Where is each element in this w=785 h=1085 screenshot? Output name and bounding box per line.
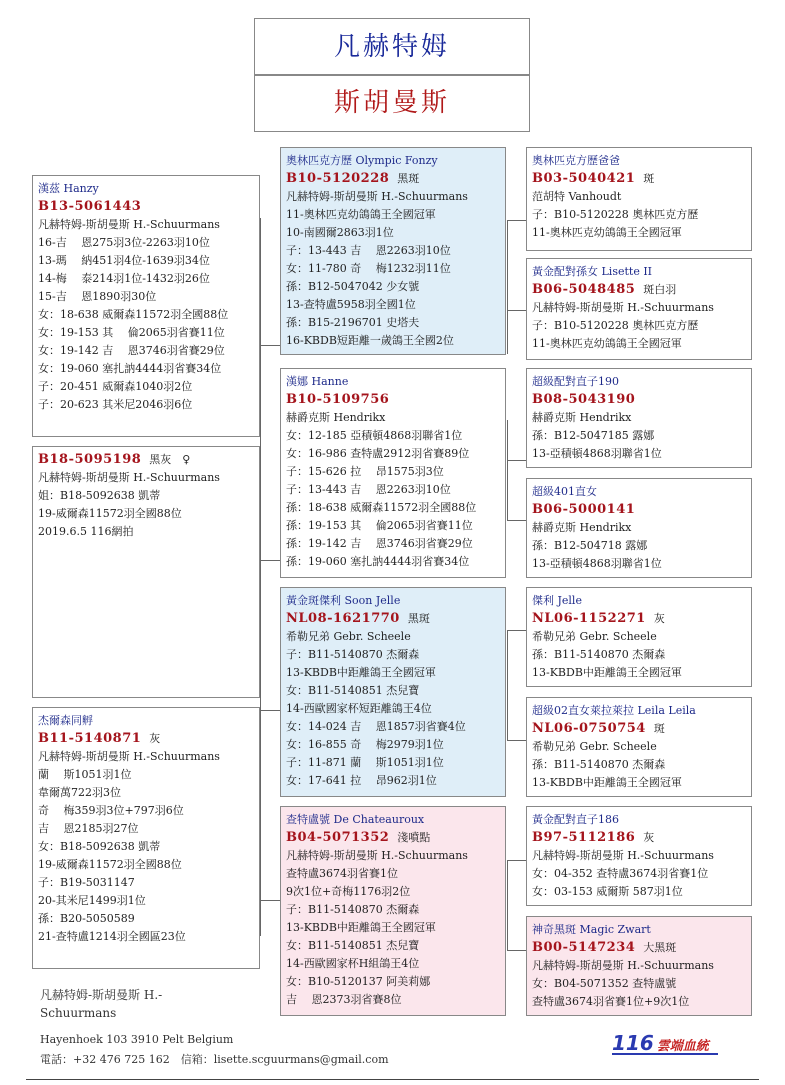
box-line: 女：11-780 奇 梅1232羽11位 (286, 262, 451, 275)
box-line: 女：B10-5120137 阿美莉娜 (286, 975, 431, 988)
box-line: 孫：B12-5047185 露娜 (532, 429, 655, 442)
box-line: 孫：19-142 吉 恩3746羽省賽29位 (286, 537, 473, 550)
box-line: 凡赫特姆-斯胡曼斯 H.-Schuurmans (532, 959, 714, 972)
box-line: 9次1位+奇梅1176羽2位 (286, 885, 411, 898)
box-lines (38, 748, 254, 946)
box-line: 13-KBDB中距離鴿王全國冠軍 (286, 666, 436, 679)
box-line: 13-亞積頓4868羽聯省1位 (532, 447, 662, 460)
breeder-address: Hayenhoek 103 3910 Pelt Belgium (40, 1033, 234, 1046)
box-line: 21-查特盧1214羽全國區23位 (38, 930, 186, 943)
box-line: 子：20-623 其米尼2046羽6位 (38, 398, 193, 411)
page-title: 凡赫特姆 (254, 18, 530, 76)
box-line: 女：16-986 查特盧2912羽省賽89位 (286, 447, 470, 460)
box-line: 孫：B12-5047042 少女號 (286, 280, 420, 293)
box-line: 孫：B11-5140870 杰爾森 (532, 648, 666, 661)
box-line: 奇 梅359羽3位+797羽6位 (38, 804, 184, 817)
box-line: 13-瑪 納451羽4位-1639羽34位 (38, 254, 210, 267)
box-lines (286, 188, 500, 350)
box-line: 女：B11-5140851 杰兒寶 (286, 939, 420, 952)
box-line: 14-西歐國家杯H組鴿王4位 (286, 957, 420, 970)
box-line: 子：13-443 吉 恩2263羽10位 (286, 483, 451, 496)
box-line: 希勒兄弟 Gebr. Scheele (532, 630, 657, 643)
box-line: 孫：B11-5140870 杰爾森 (532, 758, 666, 771)
box-line: 凡赫特姆-斯胡曼斯 H.-Schuurmans (38, 750, 220, 763)
box-line: 女：16-855 奇 梅2979羽1位 (286, 738, 444, 751)
pedigree-box-dam: 杰爾森同孵 B11-5140871 灰 凡赫特姆-斯胡曼斯 H.-Schuurmans 蘭 斯1051羽1位 韋爾萬722羽3位 奇 梅359羽3位+797羽6位 吉 恩2185羽27位 女：B18-5092638 凱蒂 19-威爾森11572羽全國88位 子：B19-5031147 20-其米尼1499羽1位 孫：B20-5050589 21-查特盧1214羽全國區23位 (32, 707, 260, 969)
box-line: 子：20-451 威爾森1040羽2位 (38, 380, 193, 393)
box-line: 孫：19-060 塞扎訥4444羽省賽34位 (286, 555, 470, 568)
box-lines (532, 957, 746, 1011)
box-line: 13-查特盧5958羽全國1位 (286, 298, 416, 311)
box-line: 10-南國爾2863羽1位 (286, 226, 394, 239)
box-lines (532, 628, 746, 682)
logo (612, 1031, 718, 1055)
box-lines (286, 628, 500, 790)
connector (507, 740, 527, 741)
connector (260, 345, 280, 346)
pedigree-box-dds: 黃金配對直子186 B97-5112186 灰 凡赫特姆-斯胡曼斯 H.-Schuurmans 女：04-352 查特盧3674羽省賽1位 女：03-153 威爾斯 587羽1位 (526, 806, 752, 906)
box-line: 子：B10-5120228 奧林匹克方歷 (532, 208, 699, 221)
box-line: 姐：B18-5092638 凱蒂 (38, 489, 161, 502)
box-lines (532, 738, 746, 792)
pedigree-box-dam-sire: 黃金斑傑利 Soon Jelle NL08-1621770 黑斑 希勒兄弟 Gebr. Scheele 子：B11-5140870 杰爾森 13-KBDB中距離鴿王全國冠軍 女：B11-5140851 杰兒寶 14-西歐國家杯短距離鴿王4位 女：14-024 吉 恩1857羽省賽4位 女：16-855 奇 梅2979羽1位 子：11-871 蘭 斯1051羽1位 女：17-641 拉 昂962羽1位 (280, 587, 506, 797)
box-line: 16-KBDB短距離一歲鴿王全國2位 (286, 334, 454, 347)
box-line: 凡赫特姆-斯胡曼斯 H.-Schuurmans (532, 301, 714, 314)
box-line: 女：B11-5140851 杰兒寶 (286, 684, 420, 697)
box-line: 凡赫特姆-斯胡曼斯 H.-Schuurmans (38, 218, 220, 231)
box-line: 赫爵克斯 Hendrikx (532, 411, 632, 424)
box-lines (532, 188, 746, 242)
pedigree-box-sds: 超級配對直子190 B08-5043190 赫爵克斯 Hendrikx 孫：B12-5047185 露娜 13-亞積頓4868羽聯省1位 (526, 368, 752, 468)
box-line: 2019.6.5 116網拍 (38, 525, 134, 538)
box-line: 子：15-626 拉 昂1575羽3位 (286, 465, 444, 478)
pedigree-box-sire-dam: 漢娜 Hanne B10-5109756 赫爵克斯 Hendrikx 女：12-185 亞積頓4868羽聯省1位 女：16-986 查特盧2912羽省賽89位 子：15-626 拉 昂1575羽3位 子：13-443 吉 恩2263羽10位 孫：18-638 威爾森11572羽全國88位 孫：19-153 其 倫2065羽省賽11位 孫：19-142 吉 恩3746羽省賽29位 孫：19-060 塞扎訥4444羽省賽34位 (280, 368, 506, 578)
connector (507, 950, 527, 951)
box-line: 11-奧林匹克幼鴿鴿王全國冠軍 (532, 226, 682, 239)
box-line: 女：19-142 吉 恩3746羽省賽29位 (38, 344, 225, 357)
box-line: 赫爵克斯 Hendrikx (532, 521, 632, 534)
pedigree-box-ssd: 黃金配對孫女 Lisette II B06-5048485 斑白羽 凡赫特姆-斯胡曼斯 H.-Schuurmans 子：B10-5120228 奧林匹克方歷 11-奧林匹克幼鴿鴿王全國冠軍 (526, 258, 752, 360)
box-line: 孫：18-638 威爾森11572羽全國88位 (286, 501, 477, 514)
box-line: 13-KBDB中距離鴿王全國冠軍 (532, 776, 682, 789)
bottom-divider (26, 1079, 759, 1080)
box-line: 赫爵克斯 Hendrikx (286, 411, 386, 424)
box-line: 13-亞積頓4868羽聯省1位 (532, 557, 662, 570)
box-line: 子：11-871 蘭 斯1051羽1位 (286, 756, 444, 769)
box-line: 孫：B12-504718 露娜 (532, 539, 648, 552)
box-line: 子：13-443 吉 恩2263羽10位 (286, 244, 451, 257)
connector (507, 460, 527, 461)
pedigree-box-sire: 漢茲 Hanzy B13-5061443 凡赫特姆-斯胡曼斯 H.-Schuurmans 16-吉 恩275羽3位-2263羽10位 13-瑪 納451羽4位-1639羽34位 14-梅 泰214羽1位-1432羽26位 15-吉 恩1890羽30位 女：18-638 威爾森11572羽全國88位 女：19-153 其 倫2065羽省賽11位 女：19-142 吉 恩3746羽省賽29位 女：19-060 塞扎訥4444羽省賽34位 子：20-451 威爾森1040羽2位 子：20-623 其米尼2046羽6位 (32, 175, 260, 437)
box-line: 子：B11-5140870 杰爾森 (286, 903, 420, 916)
box-line: 女：17-641 拉 昂962羽1位 (286, 774, 437, 787)
pedigree-box-dss: 傑利 Jelle NL06-1152271 灰 希勒兄弟 Gebr. Scheele 孫：B11-5140870 杰爾森 13-KBDB中距離鴿王全國冠軍 (526, 587, 752, 687)
box-line: 子：B11-5140870 杰爾森 (286, 648, 420, 661)
connector (260, 710, 280, 711)
box-line: 11-奧林匹克幼鴿鴿王全國冠軍 (532, 337, 682, 350)
connector (507, 220, 527, 221)
connector (507, 520, 527, 521)
box-line: 子：B19-5031147 (38, 876, 135, 889)
box-lines (532, 299, 746, 353)
box-line: 凡赫特姆-斯胡曼斯 H.-Schuurmans (532, 849, 714, 862)
box-line: 16-吉 恩275羽3位-2263羽10位 (38, 236, 210, 249)
box-line: 19-威爾森11572羽全國88位 (38, 507, 182, 520)
box-line: 女：04-352 查特盧3674羽省賽1位 (532, 867, 709, 880)
pedigree-box-sdd: 超級401直女 B06-5000141 赫爵克斯 Hendrikx 孫：B12-504718 露娜 13-亞積頓4868羽聯省1位 (526, 478, 752, 578)
box-line: 孫：B15-2196701 史塔夫 (286, 316, 420, 329)
box-line: 女：B04-5071352 查特盧號 (532, 977, 677, 990)
box-lines (532, 847, 746, 901)
box-line: 11-奧林匹克幼鴿鴿王全國冠軍 (286, 208, 436, 221)
pedigree-box-subject: B18-5095198 黑灰 ♀ 凡赫特姆-斯胡曼斯 H.-Schuurmans 姐：B18-5092638 凱蒂 19-威爾森11572羽全國88位 2019.6.5 116網拍 (32, 446, 260, 698)
box-lines (532, 519, 746, 573)
box-line: 韋爾萬722羽3位 (38, 786, 121, 799)
connector (260, 560, 280, 561)
connector (507, 630, 508, 740)
box-line: 子：B10-5120228 奧林匹克方歷 (532, 319, 699, 332)
pedigree-box-ddd: 神奇黑斑 Magic Zwart B00-5147234 大黑斑 凡赫特姆-斯胡曼斯 H.-Schuurmans 女：B04-5071352 查特盧號 查特盧3674羽省賽1位+9次1位 (526, 916, 752, 1016)
page-subtitle: 斯胡曼斯 (254, 74, 530, 132)
box-lines (38, 216, 254, 414)
connector (507, 220, 508, 354)
logo-text: 雲端血統 (656, 1039, 709, 1054)
box-line: 女：B18-5092638 凱蒂 (38, 840, 161, 853)
box-line: 孫：B20-5050589 (38, 912, 135, 925)
box-line: 凡赫特姆-斯胡曼斯 H.-Schuurmans (286, 849, 468, 862)
box-line: 女：12-185 亞積頓4868羽聯省1位 (286, 429, 463, 442)
connector (260, 900, 280, 901)
box-line: 蘭 斯1051羽1位 (38, 768, 132, 781)
box-line: 15-吉 恩1890羽30位 (38, 290, 157, 303)
box-line: 14-梅 泰214羽1位-1432羽26位 (38, 272, 210, 285)
pedigree-box-dam-dam: 查特盧號 De Chateauroux B04-5071352 淺噴點 凡赫特姆-斯胡曼斯 H.-Schuurmans 查特盧3674羽省賽1位 9次1位+奇梅1176羽2位 子：B11-5140870 杰爾森 13-KBDB中距離鴿王全國冠軍 女：B11-5140851 杰兒寶 14-西歐國家杯H組鴿王4位 女：B10-5120137 阿美莉娜 吉 恩2373羽省賽8位 (280, 806, 506, 1016)
connector (260, 218, 261, 936)
box-line: 13-KBDB中距離鴿王全國冠軍 (532, 666, 682, 679)
box-line: 范胡特 Vanhoudt (532, 190, 622, 203)
connector (507, 860, 508, 950)
pedigree-box-sire-sire: 奧林匹克方歷 Olympic Fonzy B10-5120228 黑斑 凡赫特姆-斯胡曼斯 H.-Schuurmans 11-奧林匹克幼鴿鴿王全國冠軍 10-南國爾2863羽1位 子：13-443 吉 恩2263羽10位 女：11-780 奇 梅1232羽11位 孫：B12-5047042 少女號 13-查特盧5958羽全國1位 孫：B15-2196701 史塔夫 16-KBDB短距離一歲鴿王全國2位 (280, 147, 506, 355)
box-line: 凡赫特姆-斯胡曼斯 H.-Schuurmans (286, 190, 468, 203)
box-lines (38, 469, 254, 541)
box-line: 20-其米尼1499羽1位 (38, 894, 146, 907)
pedigree-box-dsd: 超級02直女萊拉萊拉 Leila Leila NL06-0750754 斑 希勒兄弟 Gebr. Scheele 孫：B11-5140870 杰爾森 13-KBDB中距離鴿王全國冠軍 (526, 697, 752, 797)
box-line: 凡赫特姆-斯胡曼斯 H.-Schuurmans (38, 471, 220, 484)
box-line: 查特盧3674羽省賽1位+9次1位 (532, 995, 690, 1008)
box-lines (532, 409, 746, 463)
box-line: 查特盧3674羽省賽1位 (286, 867, 398, 880)
breeder-name: 凡赫特姆-斯胡曼斯 H.-Schuurmans (40, 988, 163, 1020)
box-line: 14-西歐國家杯短距離鴿王4位 (286, 702, 432, 715)
connector (507, 420, 508, 520)
box-line: 女：19-060 塞扎訥4444羽省賽34位 (38, 362, 222, 375)
box-line: 吉 恩2185羽27位 (38, 822, 139, 835)
box-line: 13-KBDB中距離鴿王全國冠軍 (286, 921, 436, 934)
box-line: 女：18-638 威爾森11572羽全國88位 (38, 308, 229, 321)
pedigree-box-sss: 奧林匹克方歷爸爸 B03-5040421 斑 范胡特 Vanhoudt 子：B10-5120228 奧林匹克方歷 11-奧林匹克幼鴿鴿王全國冠軍 (526, 147, 752, 251)
connector (507, 860, 527, 861)
box-lines (286, 409, 500, 571)
box-line: 希勒兄弟 Gebr. Scheele (532, 740, 657, 753)
box-line: 女：03-153 威爾斯 587羽1位 (532, 885, 683, 898)
box-line: 希勒兄弟 Gebr. Scheele (286, 630, 411, 643)
box-lines (286, 847, 500, 1009)
box-line: 19-威爾森11572羽全國88位 (38, 858, 182, 871)
logo-number: 116 (612, 1031, 654, 1055)
box-line: 孫：19-153 其 倫2065羽省賽11位 (286, 519, 473, 532)
connector (507, 310, 527, 311)
box-line: 女：14-024 吉 恩1857羽省賽4位 (286, 720, 466, 733)
breeder-contact: 電話：+32 476 725 162 信箱：lisette.scguurmans@gmail.com (40, 1053, 389, 1066)
box-line: 女：19-153 其 倫2065羽省賽11位 (38, 326, 225, 339)
connector (507, 630, 527, 631)
box-line: 吉 恩2373羽省賽8位 (286, 993, 402, 1006)
